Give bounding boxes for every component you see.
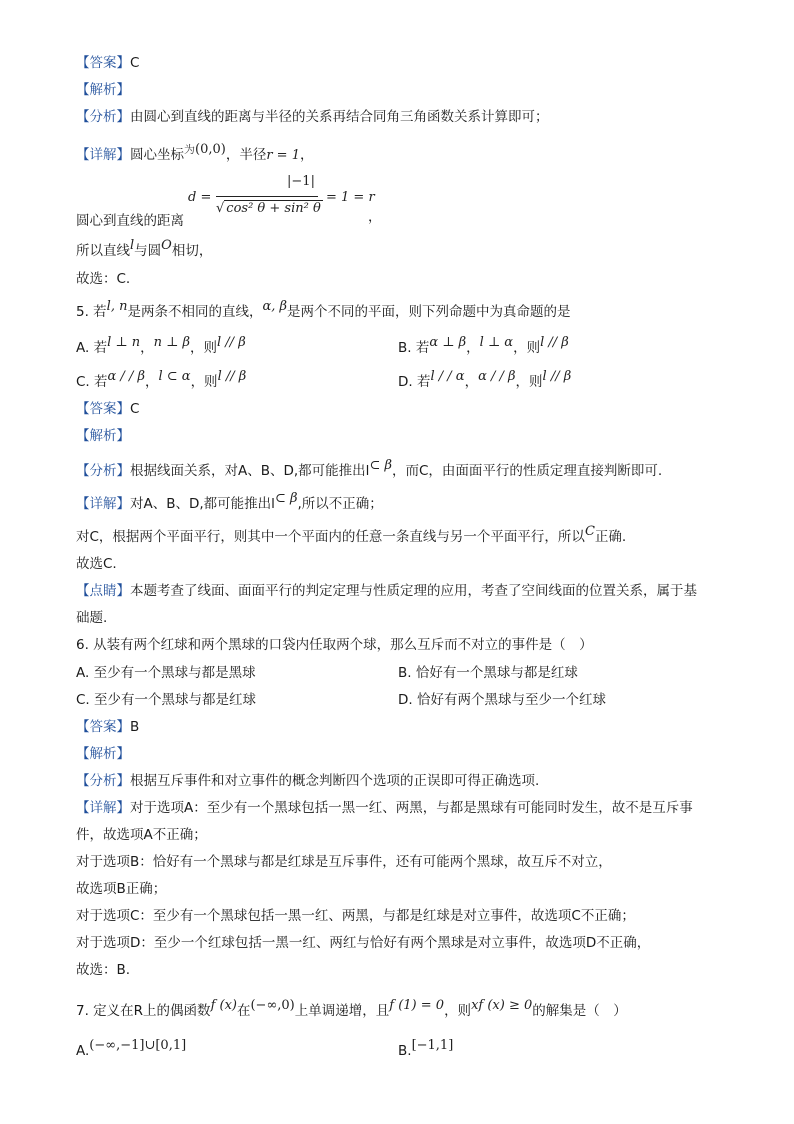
q4-xiangjie-line: 【详解】圆心坐标$^为$(0,0)，半径r = 1，	[76, 142, 314, 163]
fraction-bar	[216, 196, 318, 197]
q6-option-a: A. 至少有一个黑球与都是黑球	[76, 665, 256, 681]
q7-option-a: A.(−∞,−1]∪[0,1]	[76, 1038, 187, 1059]
q6-line-b2: 故选项B正确；	[76, 881, 167, 897]
answer-tag: 【答案】	[76, 55, 130, 71]
q6-fenxi-line: 【分析】根据互斥事件和对立事件的概念判断四个选项的正误即可得正确选项.	[76, 773, 540, 789]
q5-line-c: 对C，根据两个平面平行，则其中一个平面内的任意一条直线与另一个平面平行，所以C正确.	[76, 524, 627, 545]
q5-option-c: C. 若α / / β，l ⊂ α，则l // β	[76, 369, 247, 390]
q4-dist-comma: ，	[368, 209, 382, 225]
q5-fenxi-line: 【分析】根据线面关系，对A、B、D,都可能推出l⊂ β，而C，由面面平行的性质定理直接判断即可.	[76, 458, 663, 479]
q4-analysis-tag: 【解析】	[76, 82, 130, 98]
q4-dist-label: 圆心到直线的距离	[76, 213, 184, 229]
q5-analysis-tag: 【解析】	[76, 428, 130, 444]
q6-line-d: 对于选项D：至少一个红球包括一黑一红、两红与恰好有两个黑球是对立事件，故选项D不正确，	[76, 935, 651, 951]
distance-formula: d = |−1| √ cos² θ + sin² θ = 1 = r	[188, 174, 375, 216]
q5-option-d: D. 若l / / α，α / / β，则l // β	[398, 369, 572, 390]
q6-option-b: B. 恰好有一个黑球与都是红球	[398, 665, 578, 681]
q6-line-b1: 对于选项B：恰好有一个黑球与都是红球是互斥事件，还有可能两个黑球，故互斥不对立，	[76, 854, 612, 870]
q5-choose: 故选C.	[76, 556, 117, 572]
q5-option-a: A. 若l ⊥ n，n ⊥ β，则l // β	[76, 335, 246, 356]
q4-fenxi-line: 【分析】由圆心到直线的距离与半径的关系再结合同角三角函数关系计算即可；	[76, 109, 549, 125]
q6-answer-line: 【答案】B	[76, 719, 140, 735]
q6-option-d: D. 恰好有两个黑球与至少一个红球	[398, 692, 606, 708]
q4-choose: 故选：C.	[76, 271, 131, 287]
q5-option-b: B. 若α ⊥ β，l ⊥ α，则l // β	[398, 335, 569, 356]
q5-stem: 5. 若l, n是两条不相同的直线，α, β是两个不同的平面，则下列命题中为真命题的是	[76, 299, 571, 320]
q6-option-c: C. 至少有一个黑球与都是红球	[76, 692, 257, 708]
q6-stem: 6. 从装有两个红球和两个黑球的口袋内任取两个球，那么互斥而不对立的事件是（ ）	[76, 637, 593, 653]
q4-answer-line	[76, 54, 139, 72]
q6-xiangjie-2: 件，故选项A不正确；	[76, 827, 207, 843]
q6-xiangjie-1: 【详解】对于选项A：至少有一个黑球包括一黑一红、两黑，与都是黑球有可能同时发生，故不是互斥事	[76, 800, 693, 816]
answer-value: C	[130, 55, 140, 71]
q5-xiangjie-line: 【详解】对A、B、D,都可能推出l⊂ β,所以不正确；	[76, 491, 383, 512]
q5-dianjing-1: 【点睛】本题考查了线面、面面平行的判定定理与性质定理的应用，考查了空间线面的位置关系，属于基	[76, 583, 697, 599]
q5-answer-line: 【答案】C	[76, 401, 140, 417]
q6-line-c: 对于选项C：至少有一个黑球包括一黑一红、两黑，与都是红球是对立事件，故选项C不正确；	[76, 908, 635, 924]
q6-choose: 故选：B.	[76, 962, 131, 978]
q6-analysis-tag: 【解析】	[76, 746, 130, 762]
q5-dianjing-2: 础题.	[76, 610, 108, 626]
q7-stem: 7. 定义在R上的偶函数f (x)在(−∞,0)上单调递增，且f (1) = 0，则xf (x) ≥ 0的解集是（ ）	[76, 998, 627, 1019]
q7-option-b: B.[−1,1]	[398, 1038, 454, 1059]
q4-conclusion: 所以直线l与圆O相切，	[76, 238, 213, 259]
